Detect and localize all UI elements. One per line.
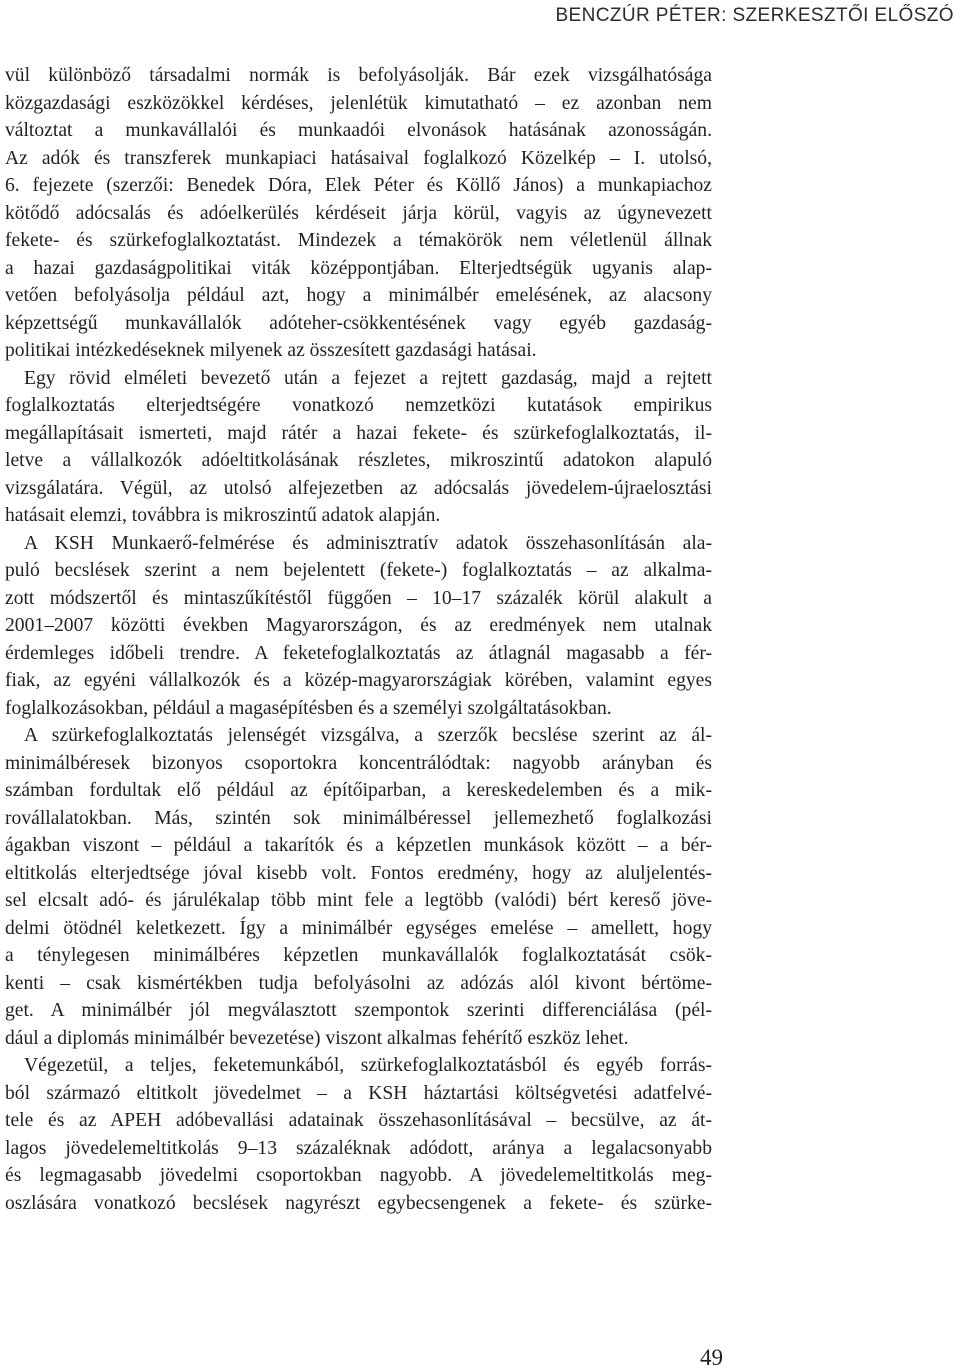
text-line: Az adók és transzferek munkapiaci hatásaival foglalkozó Közelkép – I. utolsó, — [5, 147, 712, 169]
text-line: vizsgálatára. Végül, az utolsó alfejezetben az adócsalás jövedelem-újraelosztási — [5, 477, 712, 499]
text-line: és legmagasabb jövedelmi csoportokban nagyobb. A jövedelemeltitkolás meg- — [5, 1165, 712, 1186]
text-line: ból származó eltitkolt jövedelmet – a KSH háztartási költségvetési adatfelvé- — [5, 1082, 712, 1104]
text-line: politikai intézkedéseknek milyenek az összesített gazdasági hatásai. — [5, 340, 537, 361]
text-line: delmi ötödnél keletkezett. Így a minimálbér egységes emelése – amellett, hogy — [5, 917, 712, 939]
text-line: vetően befolyásolja például azt, hogy a minimálbér emelésének, az alacsony — [5, 285, 712, 306]
text-line: változtat a munkavállalói és munkaadói elvonások hatásának azonosságán. — [5, 120, 712, 141]
text-line: Egy rövid elméleti bevezető után a fejezet a rejtett gazdaság, majd a rejtett — [24, 367, 712, 389]
text-line: érdemleges időbeli trendre. A feketefoglalkoztatás az átlagnál magasabb a fér- — [5, 642, 712, 664]
paragraph-2 — [5, 365, 712, 530]
text-line: minimálbéresek bizonyos csoportokra koncentrálódtak: nagyobb arányban és — [5, 752, 712, 774]
text-line: fekete- és szürkefoglalkoztatást. Mindezek a témakörök nem véletlenül állnak — [5, 230, 712, 251]
text-line: 2001–2007 közötti években Magyarországon, és az eredmények nem utalnak — [5, 615, 712, 636]
text-line: közgazdasági eszközökkel kérdéses, jelenlétük kimutatható – ez azonban nem — [5, 92, 712, 114]
text-line: a hazai gazdaságpolitikai viták középpontjában. Elterjedtségük ugyanis alap- — [5, 257, 712, 279]
text-line: A KSH Munkaerő-felmérése és adminisztratív adatok összehasonlításán ala- — [24, 532, 712, 554]
text-line: foglalkoztatás elterjedtségére vonatkozó nemzetközi kutatások empirikus — [5, 395, 712, 416]
text-line: A szürkefoglalkoztatás jelenségét vizsgálva, a szerzők becslése szerint az ál- — [24, 725, 712, 746]
text-line: get. A minimálbér jól megválasztott szempontok szerinti differenciálása (pél- — [5, 1000, 712, 1021]
text-line: kenti – csak kismértékben tudja befolyásolni az adózás alól kivont bértöme- — [5, 972, 712, 994]
text-line: vül különböző társadalmi normák is befolyásolják. Bár ezek vizsgálhatósága — [5, 65, 712, 86]
text-line: ágakban viszont – például a takarítók és a képzetlen munkások között – a bér- — [5, 835, 712, 856]
text-line: 6. fejezete (szerzői: Benedek Dóra, Elek Péter és Köllő János) a munkapiachoz — [5, 175, 712, 196]
text-line: a ténylegesen minimálbéres képzetlen munkavállalók foglalkoztatását csök- — [5, 945, 712, 966]
text-line: lagos jövedelemeltitkolás 9–13 százaléknak adódott, aránya a legalacsonyabb — [5, 1137, 712, 1159]
text-line: hatásait elemzi, továbbra is mikroszintű adatok alapján. — [5, 505, 441, 526]
paragraph-4 — [5, 722, 712, 1052]
text-line: képzettségű munkavállalók adóteher-csökkentésének vagy egyéb gazdaság- — [5, 312, 712, 334]
text-line: eltitkolás elterjedtsége jóval kisebb volt. Fontos eredmény, hogy az aluljelentés- — [5, 862, 712, 884]
text-line: Végezetül, a teljes, feketemunkából, szürkefoglalkoztatásból és egyéb forrás- — [24, 1055, 712, 1076]
page-number: 49 — [700, 1345, 723, 1370]
body-text — [5, 62, 712, 1217]
text-line: számban fordultak elő például az építőiparban, a kereskedelemben és a mik- — [5, 780, 712, 801]
text-line: foglalkozásokban, például a magasépítésben és a személyi szolgáltatásokban. — [5, 697, 612, 719]
text-line: puló becslések szerint a nem bejelentett (fekete-) foglalkoztatás – az alkalma- — [5, 560, 712, 581]
paragraph-5 — [5, 1052, 712, 1217]
text-line: megállapításait ismerteti, majd rátér a hazai fekete- és szürkefoglalkoztatás, il- — [5, 422, 712, 444]
text-line: dául a diplomás minimálbér bevezetése) viszont alkalmas fehérítő eszköz lehet. — [5, 1027, 629, 1049]
text-line: sel elcsalt adó- és járulékalap több mint fele a legtöbb (valódi) bért kereső jöve- — [5, 890, 712, 911]
running-head: BENCZÚR PÉTER: SZERKESZTŐI ELŐSZÓ — [555, 5, 954, 26]
text-line: tele és az APEH adóbevallási adatainak összehasonlításával – becsülve, az át- — [5, 1110, 712, 1131]
paragraph-3 — [5, 530, 712, 723]
text-line: letve a vállalkozók adóeltitkolásának részletes, mikroszintű adatokon alapuló — [5, 450, 712, 471]
text-line: rovállalatokban. Más, szintén sok minimálbéressel jellemezhető foglalkozási — [5, 807, 712, 829]
paragraph-1 — [5, 62, 712, 365]
text-line: kötődő adócsalás és adóelkerülés kérdéseit járja körül, vagyis az úgynevezett — [5, 202, 712, 224]
text-line: fiak, az egyéni vállalkozók és a közép-magyarországiak körében, valamint egyes — [5, 670, 712, 691]
text-line: zott módszertől és mintaszűkítéstől függően – 10–17 százalék körül alakult a — [5, 587, 712, 609]
text-line: oszlására vonatkozó becslések nagyrészt egybecsengenek a fekete- és szürke- — [5, 1192, 712, 1214]
